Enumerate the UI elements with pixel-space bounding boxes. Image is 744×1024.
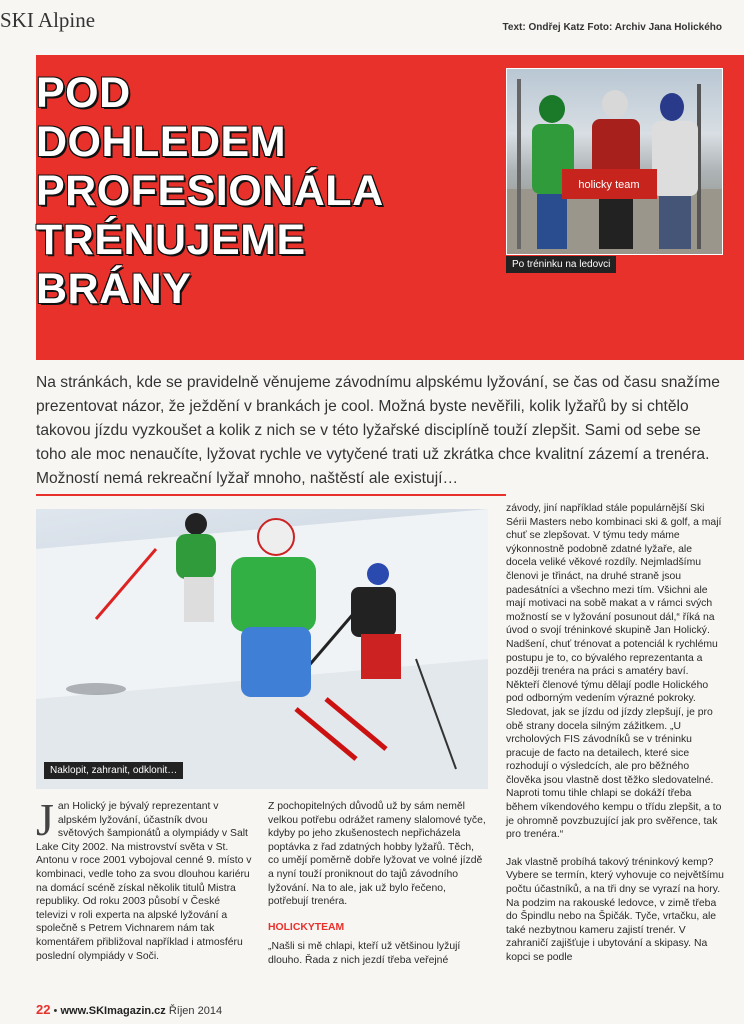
column-3-paragraph-2: Jak vlastně probíhá takový tréninkový kemp? Vybere se termín, který vyhovuje co největšímu počtu účastníků, a na tři dny se vyrazí na hory. Na podzim na rakouské ledovce, v zimě třeba do Špindlu nebo na Špičák. Tyče, vrtačku, ale také nezbytnou kameru zajistí trenér. V zahraničí zajišťuje i ubytování a skipasy. Na kopci se podle [506, 856, 724, 963]
issue-date: Říjen 2014 [168, 1005, 223, 1017]
column-2 [268, 800, 486, 968]
flag-text: holicky team [578, 179, 640, 191]
title-banner [36, 55, 744, 360]
divider [36, 494, 506, 496]
section-label: SKI Alpine [0, 8, 96, 32]
lead-paragraph: Na stránkách, kde se pravidelně věnujeme závodnímu alpskému lyžování, se čas od času snažíme prezentovat názor, že ježdění v brankách je cool. Možná byste nevěřili, kolik lyžařů by si chtělo takovou jízdu vyzkoušet a kolik z nich se v této lyžařské disciplíně touží zlepšit. Sami od sebe se toho ale moc nenaučíte, lyžovat rychle ve vytyčené trati už zkrátka chce kvalitní zázemí a trenéra. Možností nemá rekreační lyžař mnoho, naštěstí ale existují… [36, 374, 720, 487]
column-1 [36, 794, 254, 963]
subheading: HOLICKYTEAM [268, 921, 345, 933]
page-footer: 22 • www.SKImagazin.cz Říjen 2014 [36, 1002, 223, 1017]
title-line: PROFESIONÁLA [36, 167, 384, 215]
title-line: DOHLEDEM [36, 118, 287, 166]
page-number: 22 [36, 1002, 51, 1017]
credits: Text: Ondřej Katz Foto: Archiv Jana Holického [502, 22, 722, 33]
column-2-paragraph-2: „Našli si mě chlapi, kteří už většinou lyžují dlouho. Řada z nich jezdí třeba veřejné [268, 941, 461, 966]
column-1-text: an Holický je bývalý reprezentant v alpském lyžování, účastník dvou světových šampionátů a olympiády v Salt Lake City 2002. Na mistrovství světa v St. Antonu v roce 2001 vybojoval cenné 9. místo v kombinaci, vedle toho za svou dlouhou kariéru na domácí scéně získal několik titulů Mistra republiky. Od roku 2003 působí v České televizi v roli experta na alpské lyžování a společně s Petrem Vichnarem nám tak komentářem přibližoval například i atmosféru poslední olympiády v Soči. [36, 801, 252, 962]
title-line: POD [36, 69, 131, 117]
title-line: BRÁNY [36, 265, 192, 313]
column-2-paragraph-1: Z pochopitelných důvodů už by sám neměl velkou potřebu odrážet rameny slalomové tyče, kdyby po jeho zkušenostech nepřicházela poptávka z řad zdatných hobby lyžařů. Těch, co umějí poměrně dobře lyžovat ve volné jízdě a nyní touží proniknout do tajů závodního lyžování. Na to ale, jak už bylo řečeno, potřebují trenéra. [268, 801, 486, 908]
dropcap: J [36, 794, 54, 845]
article-title [36, 69, 384, 314]
photo-caption-top: Po tréninku na ledovci [506, 256, 616, 273]
website-link[interactable]: www.SKImagazin.cz [60, 1005, 166, 1017]
team-photo [506, 68, 723, 255]
skiing-illustration [36, 509, 488, 789]
column-3-paragraph-1: závody, jiní například stále populárnější Ski Sérii Masters nebo kombinaci ski & golf, a mají chuť se zlepšovat. V týmu tedy máme výkonnostně podobně zdatné lyžaře, ale docela veliké věkové rozdíly. Nejmladšímu členovi je třináct, na druhé straně jsou padesátníci a všechno mezi tím. Všichni ale mají motivaci na sobě makat a v rámci svých možností se v lyžování posunout dál,“ říká na úvod o svojí tréninkové skupině Jan Holický. Nadšení, chuť trénovat a potenciál k rychlému postupu je to, co bývalého reprezentanta a později trenéra na práci s amatéry baví. Někteří členové týmu dělají podle Holického pod odborným vedením výrazné pokroky. Sledovat, jak se jízdu od jízdy zlepšují, je pro obě strany docela silným zážitkem. „U vrcholových FIS závodníků se v tréninku pracuje de facto na detailech, které sice rozhodují o výsledcích, ale pro běžného člověka jsou vlastně dost těžko sledovatelné. Naproti tomu tihle chlapi se dokáží třeba během víkendového kempu o třídu zlepšit, a to je ohromně povzbuzující jak pro svěřence, tak pro trenéra.“ [506, 503, 722, 841]
skiing-photo [36, 509, 488, 789]
team-photo-illustration [507, 69, 722, 254]
title-line: TRÉNUJEME [36, 216, 306, 264]
photo-caption-main: Naklopit, zahranit, odklonit… [44, 762, 183, 779]
column-3 [506, 502, 724, 965]
